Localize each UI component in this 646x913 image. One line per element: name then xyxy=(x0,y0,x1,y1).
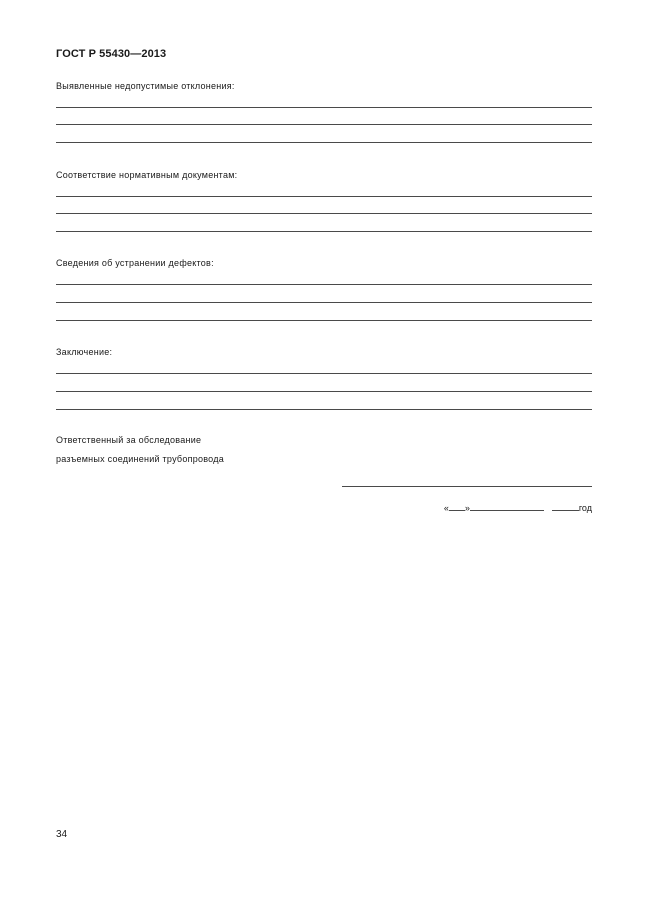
date-year-blank[interactable] xyxy=(552,501,579,511)
fill-line[interactable] xyxy=(56,409,592,410)
fill-line[interactable] xyxy=(56,124,592,125)
section-compliance-label: Соответствие нормативным документам: xyxy=(56,170,238,180)
date-close-quote: » xyxy=(464,503,470,513)
document-header: ГОСТ Р 55430—2013 xyxy=(56,48,167,60)
fill-line[interactable] xyxy=(56,231,592,232)
section-deviations-label: Выявленные недопустимые отклонения: xyxy=(56,81,235,91)
fill-line[interactable] xyxy=(56,373,592,374)
section-conclusion-label: Заключение: xyxy=(56,347,113,357)
fill-line[interactable] xyxy=(56,107,592,108)
fill-line[interactable] xyxy=(56,320,592,321)
fill-line[interactable] xyxy=(56,284,592,285)
date-row xyxy=(444,501,592,513)
section-defects-label: Сведения об устранении дефектов: xyxy=(56,258,214,268)
responsible-label-line1: Ответственный за обследование xyxy=(56,435,202,445)
fill-line[interactable] xyxy=(56,213,592,214)
fill-line[interactable] xyxy=(56,196,592,197)
fill-line[interactable] xyxy=(56,142,592,143)
date-open-quote: « xyxy=(443,503,449,513)
date-month-blank[interactable] xyxy=(470,501,544,511)
date-day-blank[interactable] xyxy=(449,501,465,511)
date-year-suffix: год xyxy=(578,503,592,513)
responsible-label-line2: разъемных соединений трубопровода xyxy=(56,454,224,464)
page-number: 34 xyxy=(56,829,68,840)
fill-line[interactable] xyxy=(56,302,592,303)
signature-line[interactable] xyxy=(342,486,592,487)
fill-line[interactable] xyxy=(56,391,592,392)
